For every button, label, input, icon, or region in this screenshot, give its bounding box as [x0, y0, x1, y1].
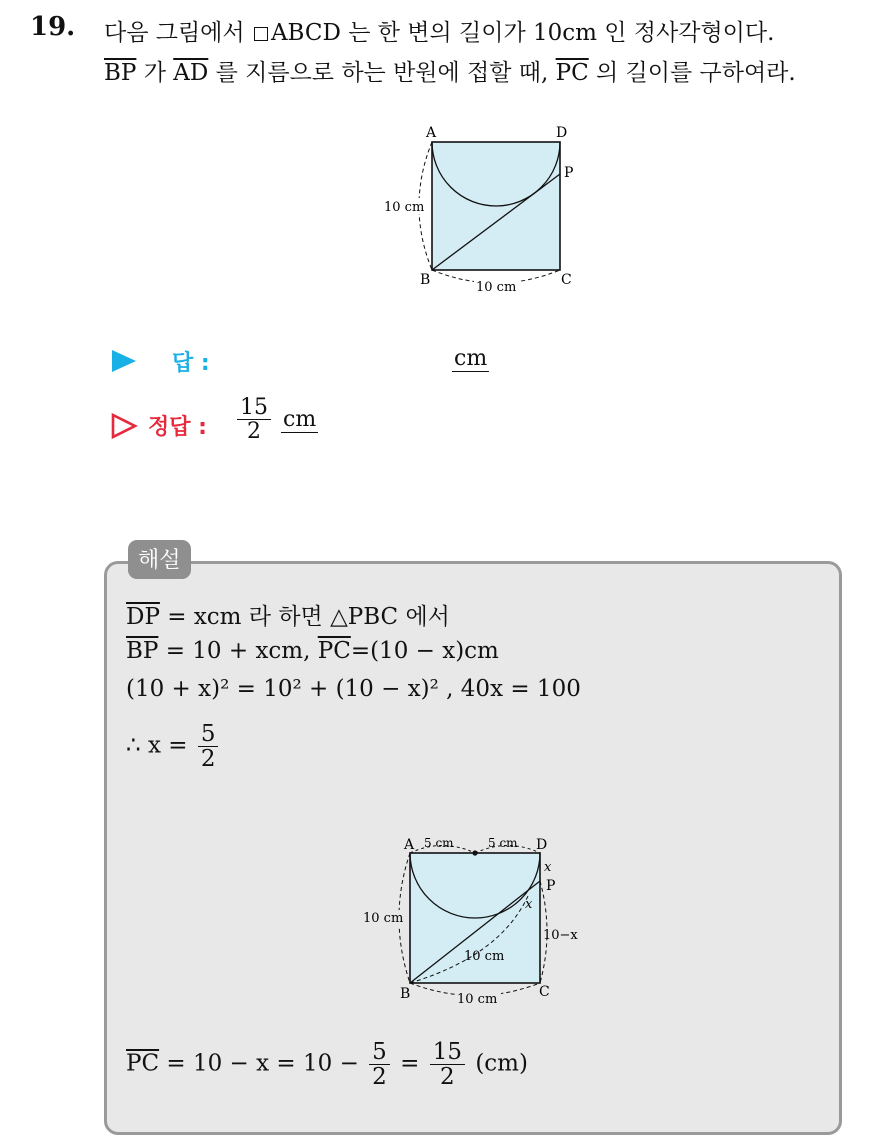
play-triangle-icon	[110, 348, 138, 374]
segment-pc: $\overline{PC}$	[317, 638, 351, 664]
label-d: D	[556, 125, 568, 141]
solution-figure	[360, 826, 600, 1012]
label-p: P	[546, 878, 556, 894]
answer-blank[interactable]	[452, 346, 489, 371]
solution-text: = 10 + xcm,	[165, 638, 311, 664]
solution-line-1	[126, 598, 450, 631]
equals-sign: =	[400, 1050, 420, 1077]
label-c: C	[539, 984, 550, 1000]
correct-answer-value	[234, 396, 318, 443]
square-symbol-icon	[254, 27, 268, 41]
correct-unit: cm	[283, 406, 317, 432]
solution-line-4	[126, 722, 221, 771]
problem-line-1	[104, 14, 774, 47]
fraction-numerator: 15	[430, 1040, 465, 1065]
right-length-label: 10−x	[543, 928, 578, 943]
top-left-label: 5 cm	[424, 836, 454, 850]
problem-line-2	[104, 54, 796, 87]
label-b: B	[420, 272, 431, 288]
segment-ad: $\overline{AD}$	[173, 60, 209, 86]
label-p: P	[564, 165, 574, 181]
solution-text: = 10 − x = 10 −	[166, 1050, 359, 1077]
answer-unit: cm	[454, 346, 488, 371]
solution-line-2	[126, 638, 499, 664]
bottom-length-label: 10 cm	[476, 280, 517, 295]
fraction-numerator: 5	[369, 1040, 390, 1065]
segment-bp: $\overline{BP}$	[126, 638, 159, 664]
problem-number: 19.	[30, 12, 76, 42]
label-c: C	[561, 272, 572, 288]
outline-triangle-icon	[110, 412, 138, 440]
correct-answer-label: 정답 :	[148, 415, 207, 440]
segment-bp: $\overline{BP}$	[104, 60, 137, 86]
label-b: B	[400, 986, 411, 1002]
diagonal-length-label: 10 cm	[464, 949, 505, 964]
solution-text: =(10 − x)cm	[350, 638, 499, 664]
x-top-label: x	[544, 860, 552, 875]
label-d: D	[536, 837, 548, 853]
center-dot	[472, 850, 477, 855]
x-denominator: 2	[200, 746, 216, 773]
solution-final-line	[126, 1040, 528, 1089]
bottom-length-label: 10 cm	[457, 992, 498, 1007]
problem-text: 를 지름으로 하는 반원에 접할 때,	[215, 60, 549, 86]
left-length-label: 10 cm	[363, 911, 404, 926]
segment-pc: $\overline{PC}$	[555, 60, 589, 86]
segment-dp: $\overline{DP}$	[126, 604, 160, 630]
problem-text: 가	[143, 60, 166, 86]
answer-label: 답 :	[172, 351, 210, 376]
correct-numerator: 15	[237, 396, 271, 420]
final-unit: (cm)	[475, 1050, 528, 1077]
label-a: A	[426, 125, 437, 141]
solution-text: = xcm 라 하면 △PBC 에서	[167, 604, 450, 630]
side-length-label: 10 cm	[384, 200, 425, 215]
problem-text: 다음 그림에서	[104, 20, 245, 46]
label-a: A	[404, 837, 415, 853]
correct-denominator: 2	[247, 419, 261, 445]
segment-pc: $\overline{PC}$	[126, 1050, 160, 1077]
fraction-denominator: 2	[440, 1064, 455, 1091]
problem-text: 의 길이를 구하여라.	[596, 60, 796, 86]
solution-text: ∴ x =	[126, 732, 188, 759]
x-tangent-label: x	[525, 897, 533, 912]
fraction-denominator: 2	[372, 1064, 387, 1091]
top-right-label: 5 cm	[488, 836, 518, 850]
x-numerator: 5	[198, 722, 219, 747]
problem-text: 는 한 변의 길이가 10cm 인 정사각형이다.	[348, 20, 775, 46]
solution-tag: 해설	[128, 540, 191, 579]
solution-line-3: (10 + x)² = 10² + (10 − x)² , 40x = 100	[126, 676, 581, 702]
square-name: ABCD	[270, 20, 341, 46]
figure-square-diagram	[370, 120, 590, 300]
